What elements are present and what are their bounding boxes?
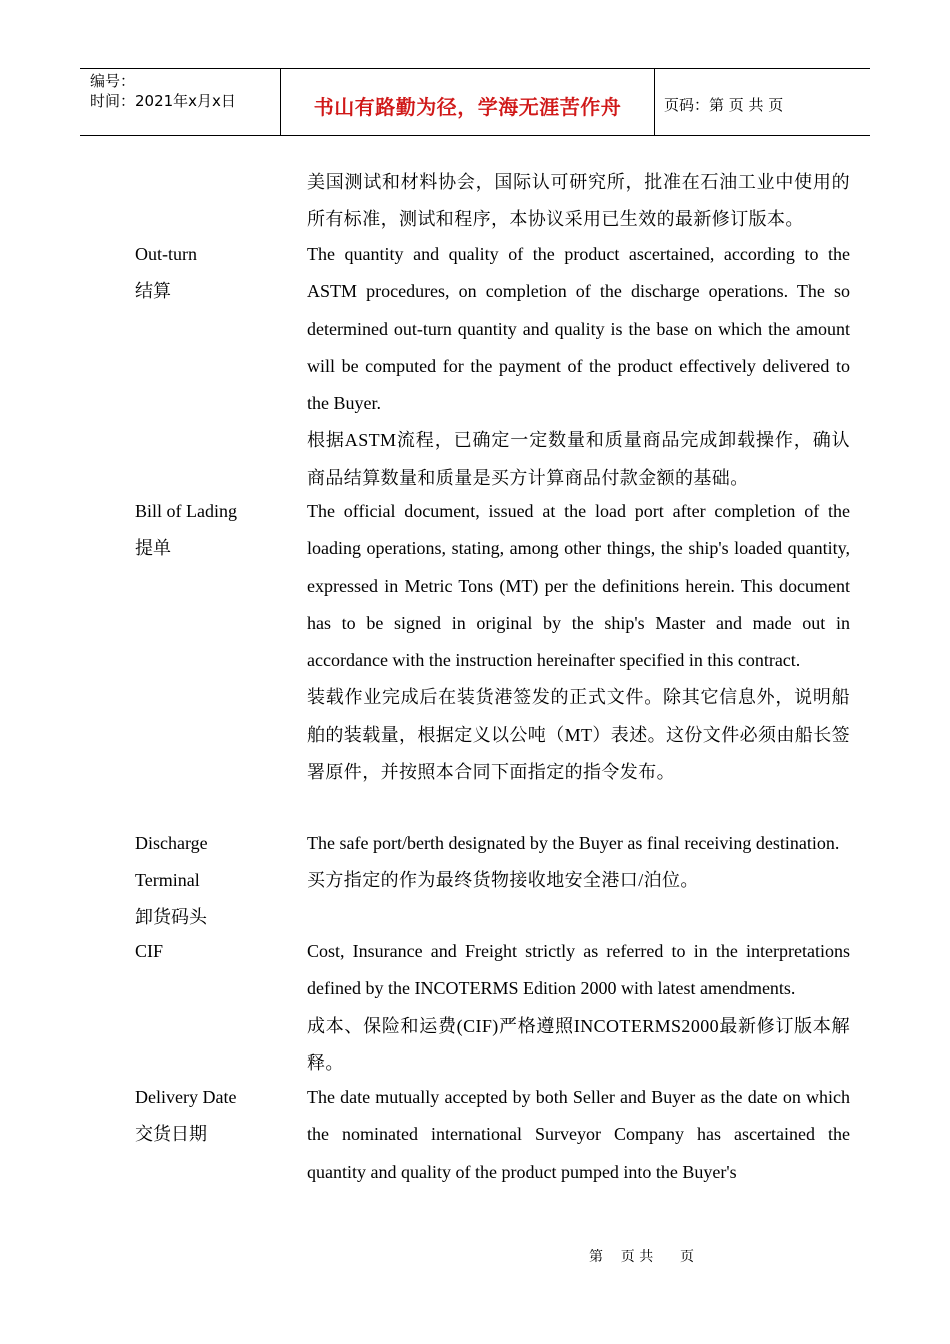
term-zh: 结算 (135, 281, 171, 301)
term-en: Bill of Lading (135, 501, 237, 521)
term-cell (135, 825, 295, 936)
definition-cell (307, 493, 850, 791)
intro-definition-zh: 美国测试和材料协会，国际认可研究所，批准在石油工业中使用的所有标准，测试和程序，本协议采用已生效的最新修订版本。 (307, 172, 850, 230)
header-meta-cell (80, 69, 281, 135)
term-en: Delivery Date (135, 1087, 237, 1107)
term-cell (135, 1079, 295, 1153)
definition-cell (307, 933, 850, 1082)
definition-zh: 装载作业完成后在装货港签发的正式文件。除其它信息外，说明船舶的装载量，根据定义以公吨（MT）表述。这份文件必须由船长签署原件，并按照本合同下面指定的指令发布。 (307, 687, 850, 783)
term-cell (135, 933, 295, 970)
definition-cell (307, 1079, 850, 1191)
document-code-label: 编号： (90, 72, 136, 90)
page-footer-number: 第 页 共 页 (589, 1249, 694, 1265)
definition-zh: 根据ASTM流程，已确定一定数量和质量商品完成卸载操作，确认商品结算数量和质量是买方计算商品付款金额的基础。 (307, 430, 850, 488)
term-zh: 提单 (135, 538, 171, 558)
term-en: CIF (135, 941, 164, 961)
definition-cell (307, 825, 850, 900)
term-en-line-2: Terminal (135, 870, 200, 890)
definition-en: Cost, Insurance and Freight strictly as referred to in the interpretations defined by the INCOTERMS Edition 2000 with latest amendments. (307, 941, 850, 999)
page-header (80, 68, 870, 136)
definition-en: The quantity and quality of the product ascertained, according to the ASTM procedures, on completion of the discharge operations. The so determined out-turn quantity and quality is the base on which the amount will be computed for the payment of the product effectively delivered to the Buyer. (307, 244, 850, 414)
term-en-line-1: Discharge (135, 833, 208, 853)
term-en: Out-turn (135, 244, 197, 264)
definition-en: The date mutually accepted by both Seller and Buyer as the date on which the nominated international Surveyor Company has ascertained the quantity and quality of the product pumped into the Buyer's (307, 1087, 850, 1182)
definition-zh: 买方指定的作为最终货物接收地安全港口/泊位。 (307, 870, 699, 891)
header-page-number: 页码：第 页 共 页 (664, 96, 784, 114)
header-motto: 书山有路勤为径，学海无涯苦作舟 (281, 69, 655, 135)
definition-en: The official document, issued at the load port after completion of the loading operations, stating, among other things, the ship's loaded quantity, expressed in Metric Tons (MT) per the definitions herein. This document has to be signed in original by the ship's Master and made out in accordance with the instruction hereinafter specified in this contract. (307, 501, 850, 671)
intro-definition (307, 164, 850, 239)
definition-cell (307, 236, 850, 497)
document-time-label: 时间：2021年x月x日 (90, 92, 236, 110)
definition-en: The safe port/berth designated by the Buyer as final receiving destination. (307, 833, 840, 853)
term-cell (135, 236, 295, 310)
term-zh: 交货日期 (135, 1124, 207, 1144)
term-cell (135, 493, 295, 567)
definition-zh: 成本、保险和运费(CIF)严格遵照INCOTERMS2000最新修订版本解释。 (307, 1015, 850, 1073)
term-zh: 卸货码头 (135, 907, 207, 927)
